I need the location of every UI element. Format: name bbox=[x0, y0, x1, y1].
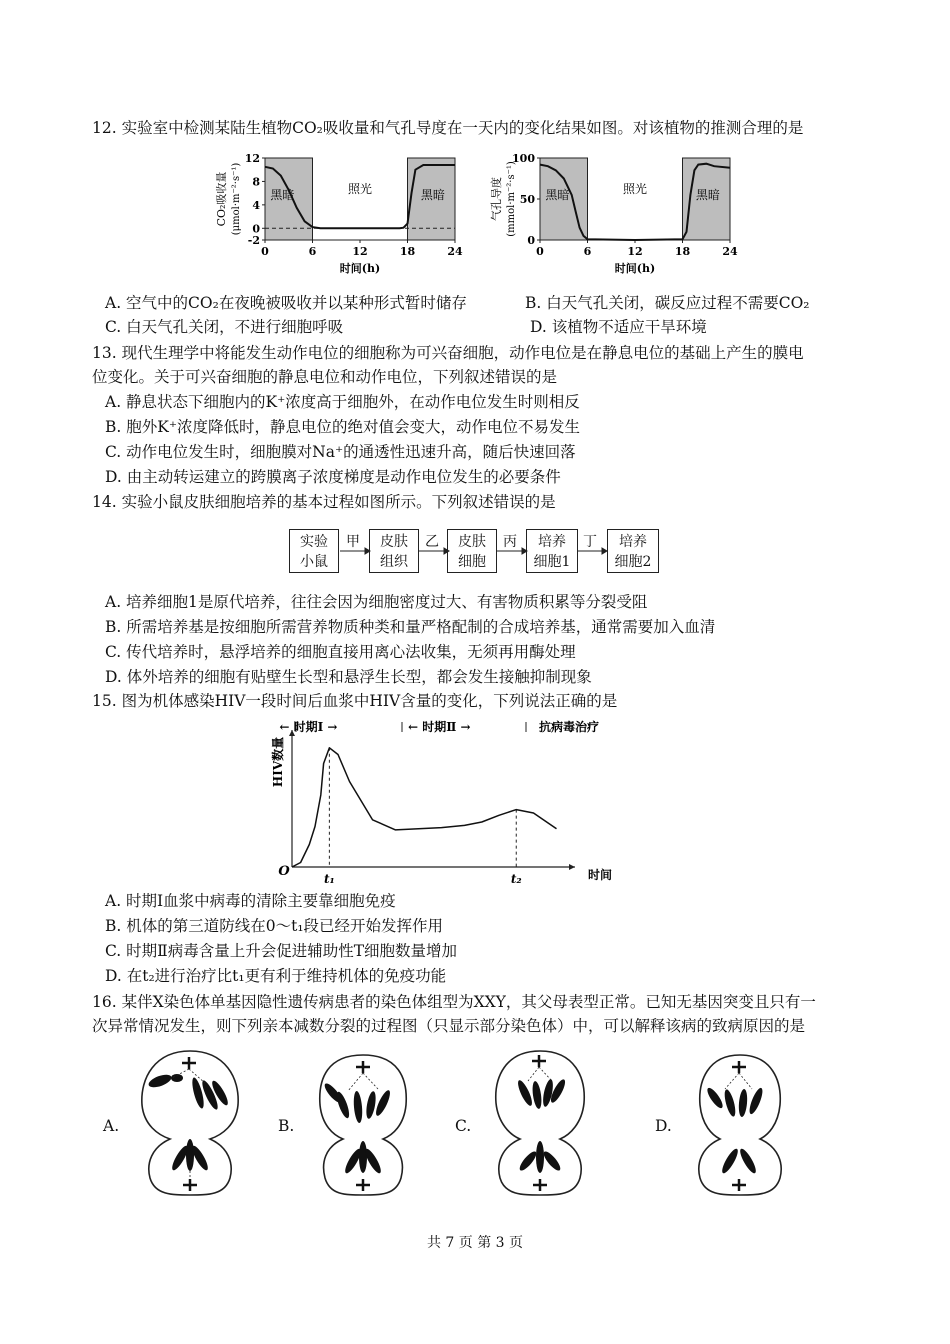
co2-region-label: 黑暗 bbox=[270, 188, 295, 202]
hiv-period-2-label: ← 时期Ⅱ → bbox=[408, 720, 471, 734]
stomata-y-label-unit: (mmol·m⁻²·s⁻¹) bbox=[506, 161, 517, 237]
q13-stem-line1: 13. 现代生理学中将能发生动作电位的细胞称为可兴奋细胞，动作电位是在静息电位的基础上产生的膜电 bbox=[92, 344, 804, 362]
co2-x-tick-label: 0 bbox=[261, 245, 269, 258]
flow-box-cultured-cells-1: 培养 细胞1 bbox=[526, 529, 578, 573]
hiv-period-3-label: 抗病毒治疗 bbox=[539, 720, 600, 734]
q14-option-d[interactable]: D. 体外培养的细胞有贴壁生长型和悬浮生长型，都会发生接触抑制现象 bbox=[105, 668, 592, 686]
co2-y-label-unit: (μmol·m⁻²·s⁻¹) bbox=[231, 162, 242, 236]
q15-option-b[interactable]: B. 机体的第三道防线在0～t₁段已经开始发挥作用 bbox=[105, 917, 444, 935]
q12-option-b[interactable]: B. 白天气孔关闭，碳反应过程不需要CO₂ bbox=[525, 294, 810, 312]
co2-x-tick-label: 12 bbox=[352, 245, 368, 258]
q13-stem-line2: 位变化。关于可兴奋细胞的静息电位和动作电位，下列叙述错误的是 bbox=[92, 368, 558, 386]
stomata-x-label: 时间(h) bbox=[614, 262, 656, 275]
flow-diagram bbox=[289, 529, 669, 579]
step-ding: 丁 bbox=[583, 534, 597, 550]
q16-option-d-label[interactable]: D. bbox=[655, 1117, 672, 1135]
q12-option-a[interactable]: A. 空气中的CO₂在夜晚被吸收并以某种形式暂时储存 bbox=[105, 294, 467, 312]
q13-option-b[interactable]: B. 胞外K⁺浓度降低时，静息电位的绝对值会变大，动作电位不易发生 bbox=[105, 418, 581, 436]
stomata-x-tick-label: 18 bbox=[674, 245, 691, 258]
hiv-curve bbox=[292, 748, 557, 867]
co2-region-label: 照光 bbox=[347, 182, 373, 196]
q13-option-a[interactable]: A. 静息状态下细胞内的K⁺浓度高于细胞外，在动作电位发生时则相反 bbox=[105, 393, 580, 411]
q14-stem: 14. 实验小鼠皮肤细胞培养的基本过程如图所示。下列叙述错误的是 bbox=[92, 493, 556, 511]
co2-y-tick-label: 8 bbox=[252, 175, 260, 189]
q16-stem-line1: 16. 某伴X染色体单基因隐性遗传病患者的染色体组型为XXY，其父母表型正常。已知无基因突变且只有一 bbox=[92, 993, 816, 1011]
cell-diagram-a bbox=[130, 1043, 250, 1203]
flow-box-skin-tissue: 皮肤 组织 bbox=[369, 529, 419, 573]
q15-option-d[interactable]: D. 在t₂进行治疗比t₁更有利于维持机体的免疫功能 bbox=[105, 967, 447, 985]
flow-box-skin-cells: 皮肤 细胞 bbox=[447, 529, 497, 573]
flow-box-cultured-cells-2: 培养 细胞2 bbox=[607, 529, 659, 573]
q12-option-c[interactable]: C. 白天气孔关闭，不进行细胞呼吸 bbox=[105, 318, 344, 336]
cell-diagram-d bbox=[680, 1043, 800, 1203]
hiv-x-label: 时间 bbox=[587, 868, 613, 882]
co2-y-tick-label: 12 bbox=[244, 152, 260, 165]
stomata-x-tick-label: 0 bbox=[536, 245, 544, 258]
stomata-region-label: 黑暗 bbox=[695, 188, 720, 202]
co2-x-tick-label: 24 bbox=[447, 245, 463, 258]
stomata-x-tick-label: 6 bbox=[583, 245, 592, 258]
co2-region-label: 黑暗 bbox=[420, 188, 445, 202]
q16-option-c-label[interactable]: C. bbox=[455, 1117, 472, 1135]
q12-option-d[interactable]: D. 该植物不适应干旱环境 bbox=[530, 318, 707, 336]
cell-diagram-c bbox=[480, 1043, 600, 1203]
stomata-x-tick-label: 24 bbox=[722, 245, 738, 258]
q15-option-c[interactable]: C. 时期Ⅱ病毒含量上升会促进辅助性T细胞数量增加 bbox=[105, 942, 458, 960]
hiv-origin-label: O bbox=[278, 864, 290, 879]
q16-option-b-label[interactable]: B. bbox=[278, 1117, 295, 1135]
hiv-t1-label: t₁ bbox=[323, 872, 335, 886]
stomata-region-label: 照光 bbox=[622, 182, 648, 196]
stomata-y-tick-label: 50 bbox=[519, 193, 535, 206]
q14-option-c[interactable]: C. 传代培养时，悬浮培养的细胞直接用离心法收集，无须再用酶处理 bbox=[105, 643, 576, 661]
page-footer: 共 7 页 第 3 页 bbox=[426, 1235, 524, 1251]
hiv-y-label: HIV数量 bbox=[271, 736, 285, 788]
co2-chart bbox=[205, 150, 475, 285]
co2-y-tick-label: 4 bbox=[252, 198, 260, 212]
co2-x-tick-label: 18 bbox=[399, 245, 416, 258]
stomata-y-tick-label: 0 bbox=[527, 234, 535, 247]
co2-x-tick-label: 6 bbox=[308, 245, 317, 258]
stomata-y-tick-label: 100 bbox=[512, 152, 535, 165]
q14-option-b[interactable]: B. 所需培养基是按细胞所需营养物质种类和量严格配制的合成培养基，通常需要加入血清 bbox=[105, 618, 716, 636]
q16-stem-line2: 次异常情况发生，则下列亲本减数分裂的过程图（只显示部分染色体）中，可以解释该病的致病原因的是 bbox=[92, 1017, 806, 1035]
q15-stem: 15. 图为机体感染HIV一段时间后血浆中HIV含量的变化，下列说法正确的是 bbox=[92, 692, 618, 710]
q13-option-c[interactable]: C. 动作电位发生时，细胞膜对Na⁺的通透性迅速升高，随后快速回落 bbox=[105, 443, 576, 461]
step-yi: 乙 bbox=[425, 534, 439, 550]
stomata-x-tick-label: 12 bbox=[627, 245, 643, 258]
q13-option-d[interactable]: D. 由主动转运建立的跨膜离子浓度梯度是动作电位发生的必要条件 bbox=[105, 468, 561, 486]
hiv-t2-label: t₂ bbox=[510, 872, 522, 886]
step-jia: 甲 bbox=[346, 534, 360, 550]
q15-option-a[interactable]: A. 时期Ⅰ血浆中病毒的清除主要靠细胞免疫 bbox=[105, 892, 396, 910]
co2-y-tick-label: -2 bbox=[247, 234, 260, 247]
step-bing: 丙 bbox=[503, 534, 517, 550]
stomatal-chart bbox=[480, 150, 750, 285]
co2-x-label: 时间(h) bbox=[339, 262, 381, 275]
hiv-x-arrow bbox=[569, 864, 575, 870]
stomata-region-label: 黑暗 bbox=[545, 188, 570, 202]
co2-y-label: CO₂吸收量 bbox=[215, 171, 228, 227]
q12-stem: 12. 实验室中检测某陆生植物CO₂吸收量和气孔导度在一天内的变化结果如图。对该植物的推测合理的是 bbox=[92, 119, 804, 137]
stomata-y-label: 气孔导度 bbox=[490, 177, 503, 221]
q14-option-a[interactable]: A. 培养细胞1是原代培养，往往会因为细胞密度过大、有害物质积累等分裂受阻 bbox=[105, 593, 648, 611]
co2-y-tick-label: 0 bbox=[252, 222, 260, 236]
cell-diagram-b bbox=[303, 1043, 423, 1203]
hiv-chart bbox=[260, 712, 630, 887]
hiv-period-1-label: ← 时期Ⅰ → bbox=[279, 720, 338, 734]
q16-option-a-label[interactable]: A. bbox=[103, 1117, 120, 1135]
flow-box-mouse: 实验 小鼠 bbox=[289, 529, 339, 573]
